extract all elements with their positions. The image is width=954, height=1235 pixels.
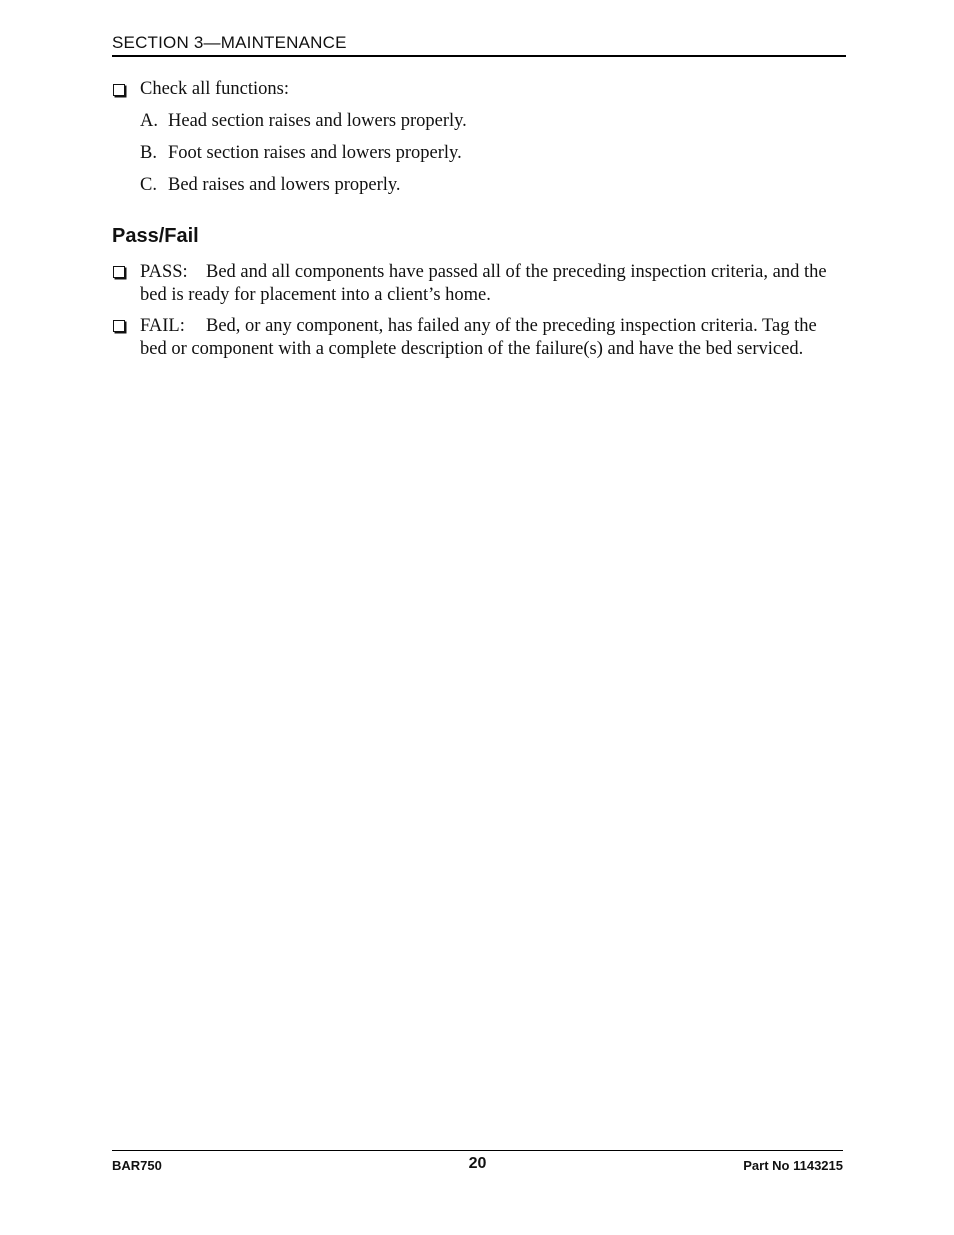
fail-criteria [140,315,840,360]
page-number: 20 [468,1155,487,1172]
footer-part-number: Part No 1143215 [743,1158,843,1173]
list-item-text: Head section raises and lowers properly. [168,111,467,131]
fail-tag: FAIL: [140,316,185,336]
checkbox-icon [113,320,125,332]
pass-text: Bed and all components have passed all of the preceding inspection criteria, and the bed is ready for placement into a client’s home. [140,262,827,305]
section-title: SECTION 3—MAINTENANCE [112,33,347,52]
pass-tag: PASS: [140,262,188,282]
check-all-functions-text: Check all functions: [140,79,289,99]
list-item-letter: C. [140,175,157,195]
list-item-letter: A. [140,111,158,131]
list-item-text: Bed raises and lowers properly. [168,175,401,195]
checkbox-icon [113,84,125,96]
list-item-a [140,111,467,132]
list-item-text: Foot section raises and lowers properly. [168,143,462,163]
list-item-letter: B. [140,143,157,163]
pass-criteria [140,261,840,306]
checkbox-icon [113,266,125,278]
list-item-c [140,175,401,196]
page-header [112,33,846,57]
page-footer [112,1150,843,1181]
list-item-b [140,143,462,164]
pass-fail-heading: Pass/Fail [112,225,199,247]
fail-text: Bed, or any component, has failed any of the preceding inspection criteria. Tag the bed or component with a complete description of the failure(s) and have the bed serviced. [140,316,817,359]
footer-model: BAR750 [112,1158,162,1173]
